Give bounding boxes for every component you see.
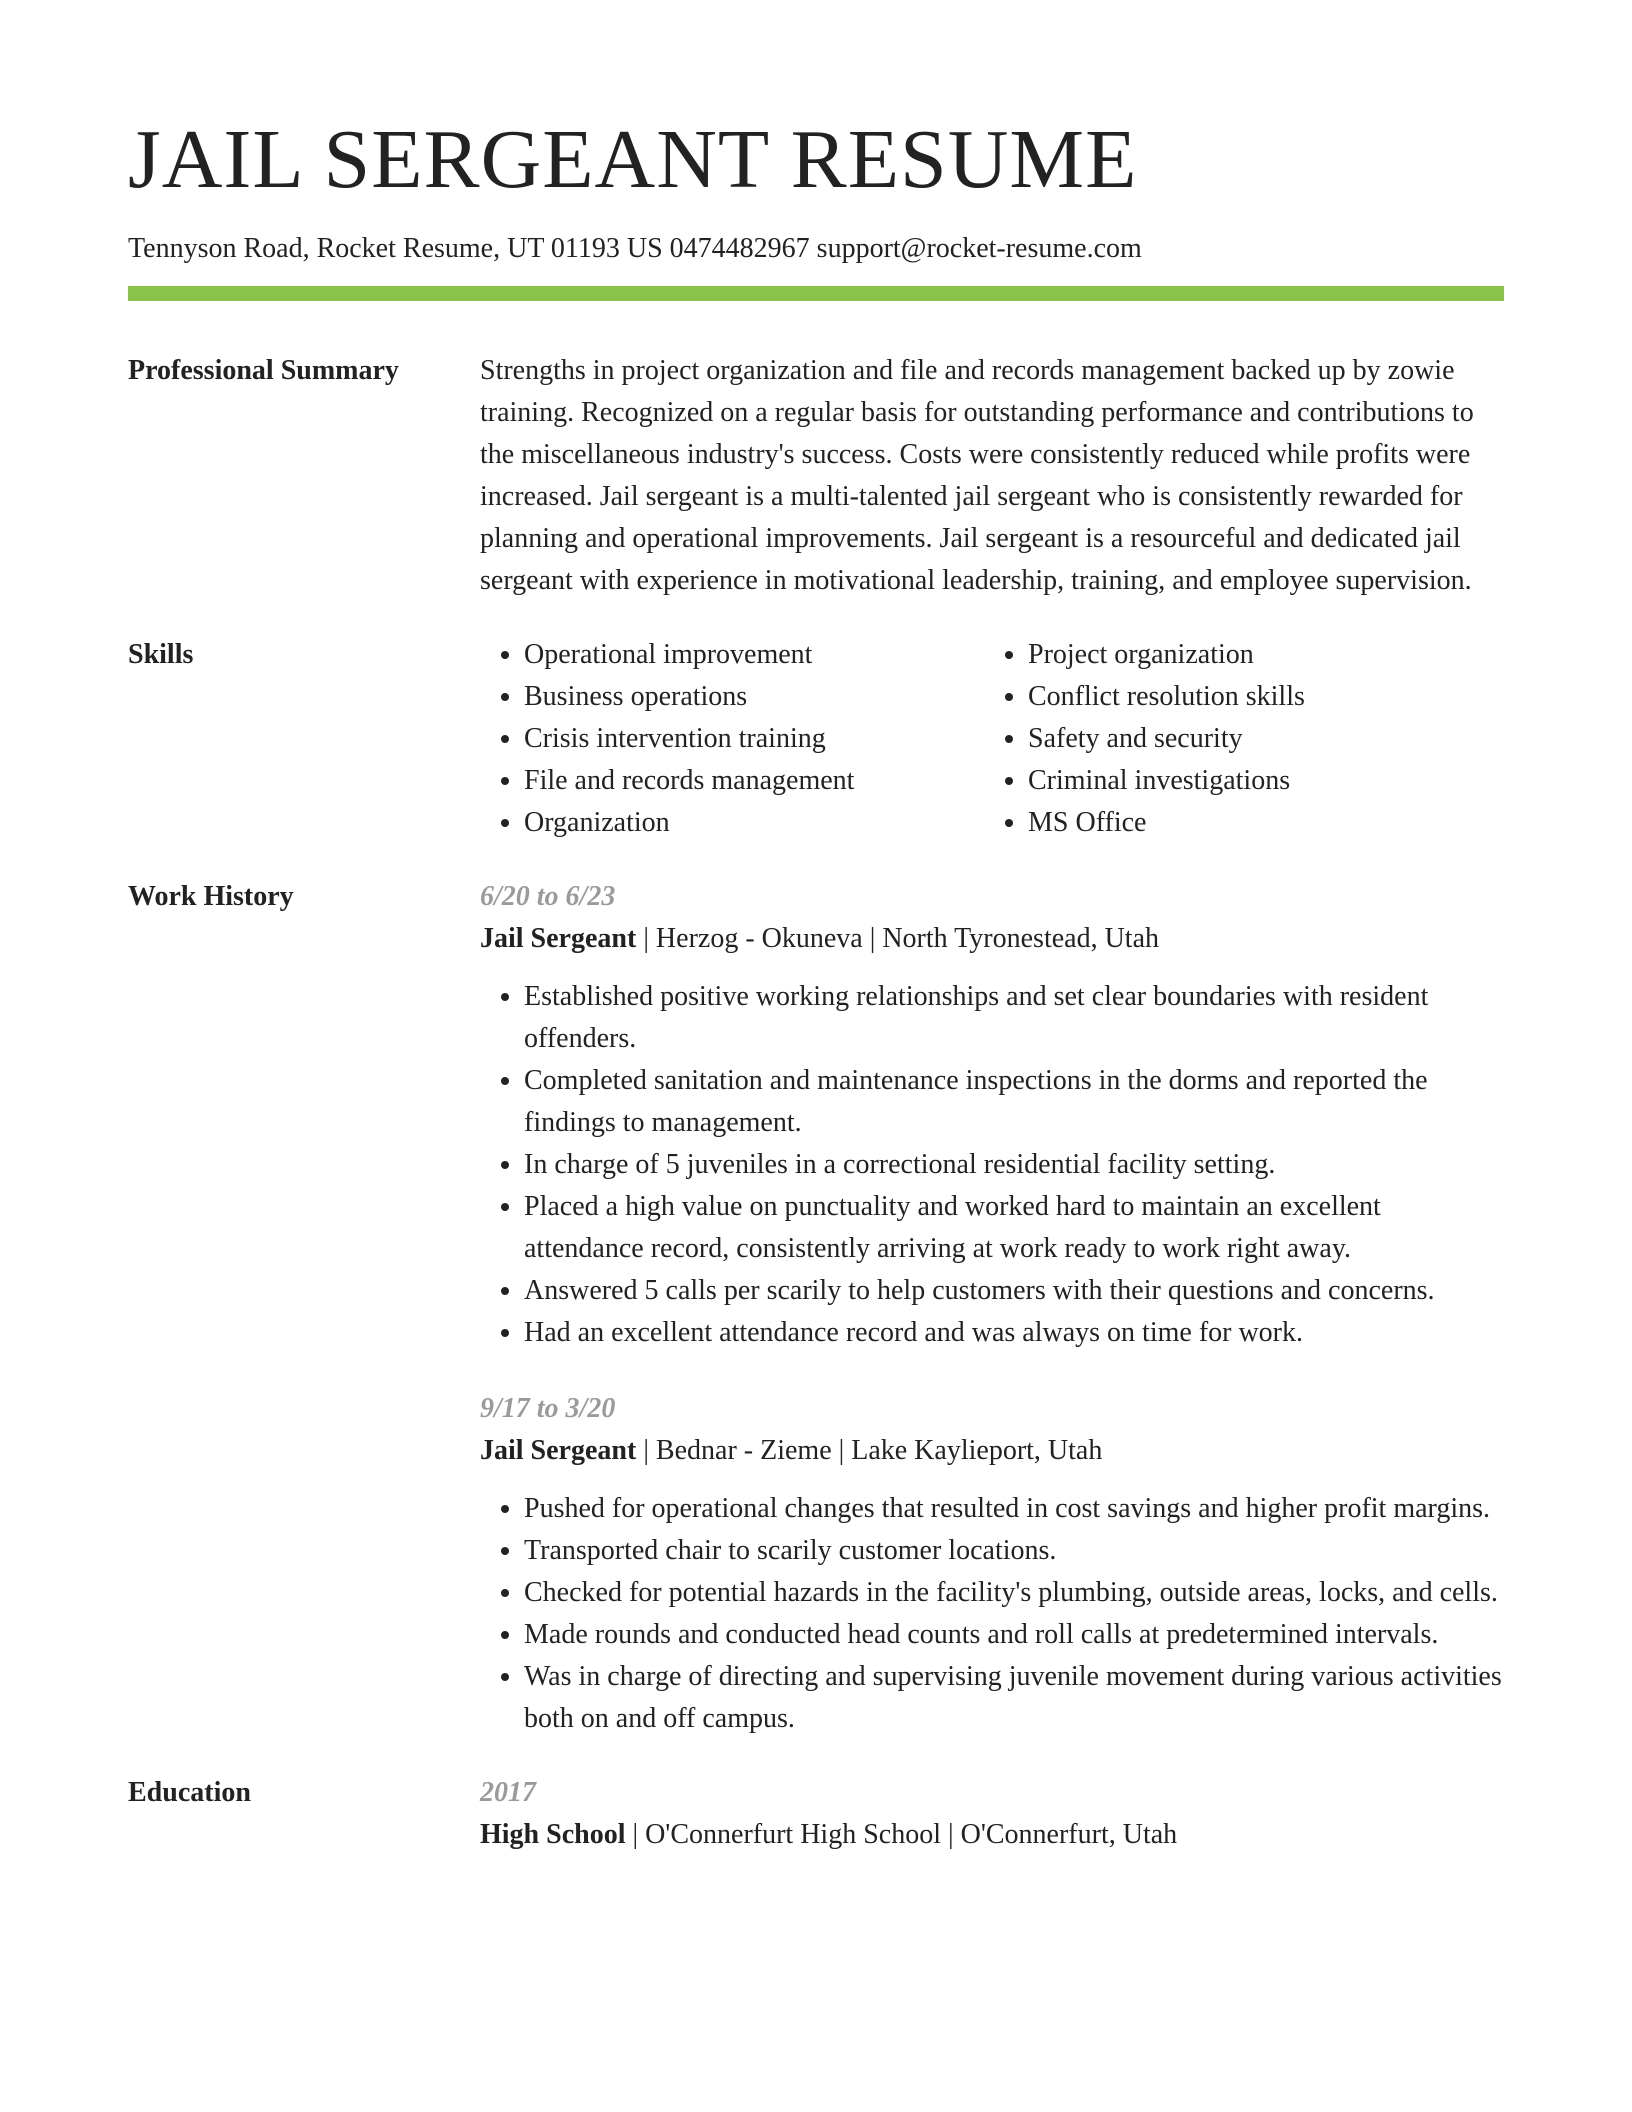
education-school-location: | O'Connerfurt High School | O'Connerfurt, Utah: [625, 1819, 1178, 1850]
education-degree: High School: [480, 1819, 626, 1850]
skills-section: [128, 634, 1504, 844]
job-bullet: • Transported chair to scarily customer locations.: [524, 1530, 1504, 1572]
job-header: [480, 918, 1504, 960]
skill-item: • Operational improvement: [524, 634, 984, 676]
job-bullet: • Placed a high value on punctuality and worked hard to maintain an excellent attendance record, consistently arriving at work ready to work right away.: [524, 1186, 1504, 1270]
job-dates: 9/17 to 3/20: [480, 1393, 616, 1424]
job-bullets: [480, 1488, 1504, 1740]
section-heading-work: Work History: [128, 881, 294, 912]
job-header: [480, 1430, 1504, 1472]
job-bullet: • Established positive working relationships and set clear boundaries with resident offenders.: [524, 976, 1504, 1060]
job-entry: [480, 876, 1504, 1354]
skill-item: • Project organization: [1028, 634, 1488, 676]
job-entry: [480, 1388, 1504, 1740]
resume-title: JAIL SERGEANT RESUME: [128, 113, 1138, 206]
skill-item: • Criminal investigations: [1028, 760, 1488, 802]
skill-item: • Organization: [524, 802, 984, 844]
education-section: [128, 1772, 1504, 1856]
skill-item: • Safety and security: [1028, 718, 1488, 760]
job-bullet: • Answered 5 calls per scarily to help customers with their questions and concerns.: [524, 1270, 1504, 1312]
skills-list-left: [480, 634, 984, 844]
section-heading-skills: Skills: [128, 639, 194, 670]
job-bullet: • Was in charge of directing and supervising juvenile movement during various activities both on and off campus.: [524, 1656, 1504, 1740]
accent-divider: [128, 286, 1504, 301]
job-employer-location: | Bednar - Zieme | Lake Kaylieport, Utah: [636, 1435, 1103, 1466]
summary-content: [480, 350, 1504, 602]
skills-list-right: [984, 634, 1488, 844]
summary-text: Strengths in project organization and file and records management backed up by zowie training. Recognized on a regular basis for outstanding performance and contributions to the miscellaneous industry's success. Costs were consistently reduced while profits were increased. Jail sergeant is a multi-talented jail sergeant who is consistently rewarded for planning and operational improvements. Jail sergeant is a resourceful and dedicated jail sergeant with experience in motivational leadership, training, and employee supervision.: [480, 355, 1474, 596]
skill-item: • File and records management: [524, 760, 984, 802]
job-bullet: • Had an excellent attendance record and was always on time for work.: [524, 1312, 1504, 1354]
job-bullet: • Pushed for operational changes that resulted in cost savings and higher profit margins.: [524, 1488, 1504, 1530]
skill-item: • Conflict resolution skills: [1028, 676, 1488, 718]
skills-columns: [480, 634, 1504, 844]
job-bullets: [480, 976, 1504, 1354]
job-bullet: • Checked for potential hazards in the facility's plumbing, outside areas, locks, and cells.: [524, 1572, 1504, 1614]
skill-item: • Crisis intervention training: [524, 718, 984, 760]
job-dates: 6/20 to 6/23: [480, 881, 616, 912]
work-content: [480, 876, 1504, 1740]
education-year: 2017: [480, 1777, 536, 1808]
job-title: Jail Sergeant: [480, 1435, 637, 1466]
professional-summary-section: [128, 350, 1504, 602]
job-employer-location: | Herzog - Okuneva | North Tyronestead, Utah: [636, 923, 1160, 954]
skill-item: • Business operations: [524, 676, 984, 718]
skill-item: • MS Office: [1028, 802, 1488, 844]
work-history-section: [128, 876, 1504, 1740]
resume-body: [128, 350, 1504, 1856]
education-header: [480, 1814, 1504, 1856]
section-heading-education: Education: [128, 1777, 251, 1808]
education-content: [480, 1772, 1504, 1856]
job-bullet: • Made rounds and conducted head counts and roll calls at predetermined intervals.: [524, 1614, 1504, 1656]
skills-content: [480, 634, 1504, 844]
contact-info: Tennyson Road, Rocket Resume, UT 01193 US 0474482967 support@rocket-resume.com: [128, 233, 1142, 264]
job-title: Jail Sergeant: [480, 923, 637, 954]
job-bullet: • Completed sanitation and maintenance inspections in the dorms and reported the findings to management.: [524, 1060, 1504, 1144]
job-bullet: • In charge of 5 juveniles in a correctional residential facility setting.: [524, 1144, 1504, 1186]
section-heading-summary: Professional Summary: [128, 355, 399, 386]
